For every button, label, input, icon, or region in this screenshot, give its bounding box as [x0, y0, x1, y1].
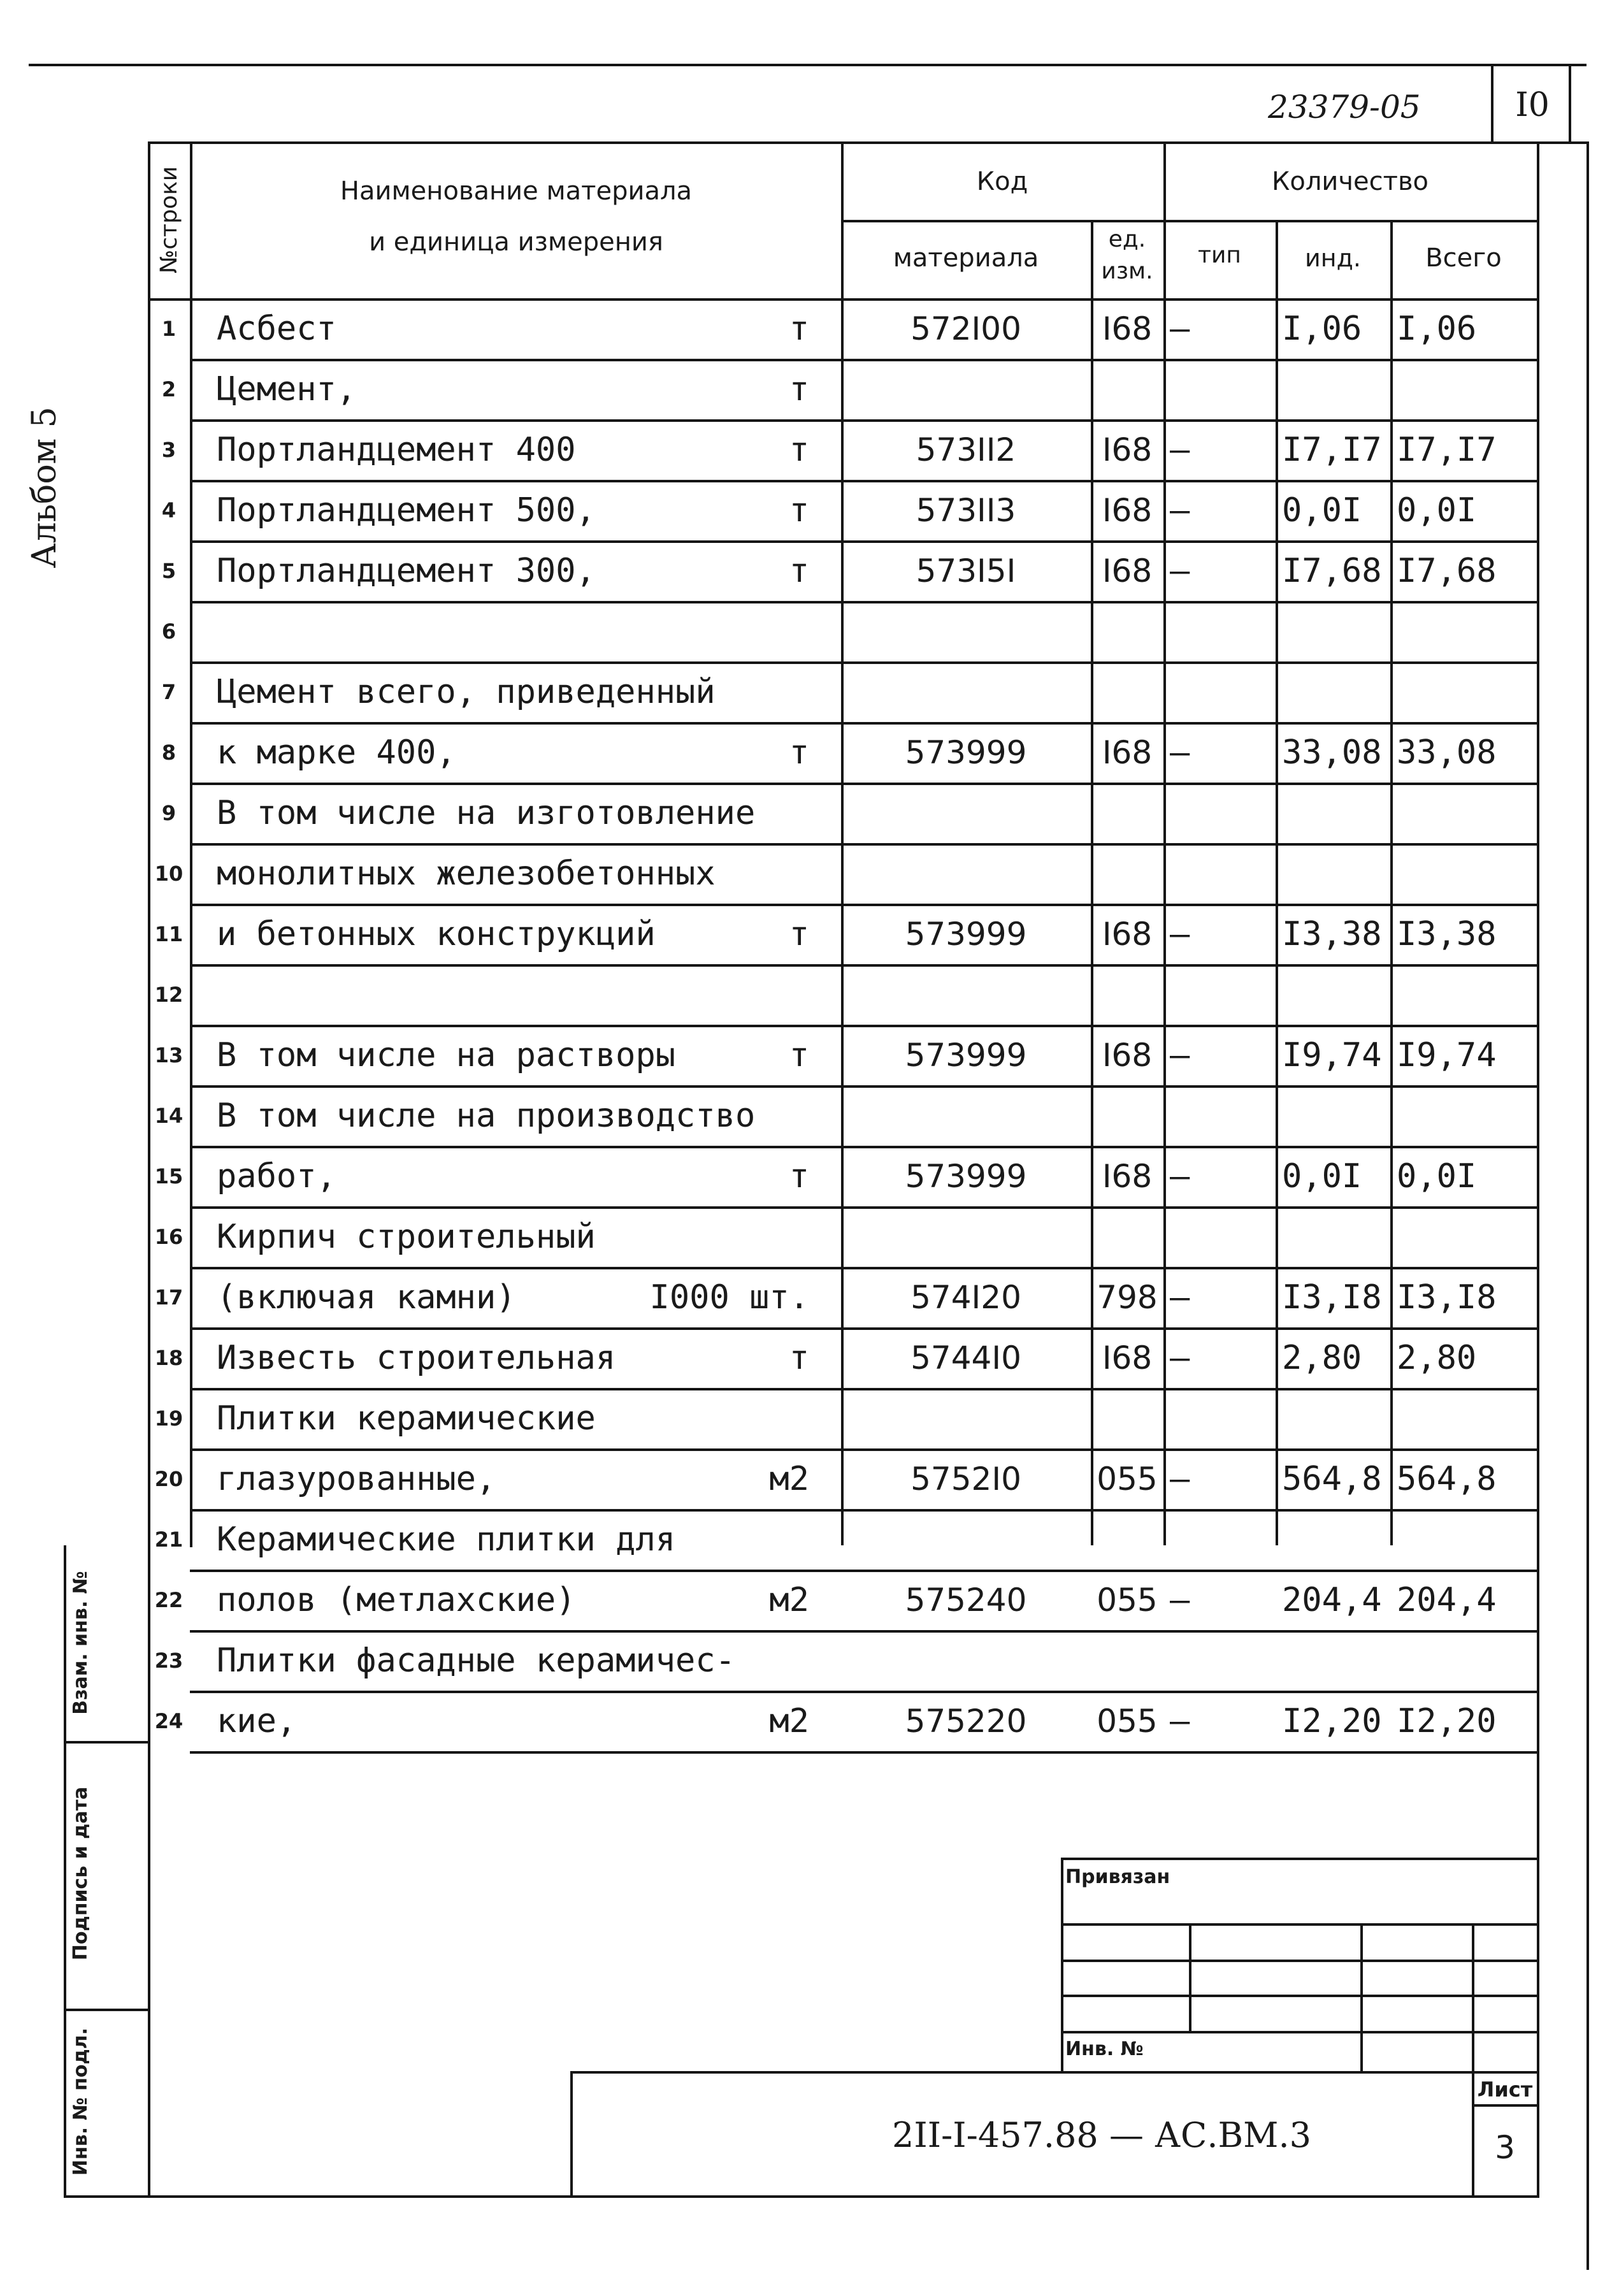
material-code: 575240: [905, 1581, 1027, 1619]
material-code: [841, 1206, 1091, 1267]
inv-no-label: Инв. №: [1065, 2037, 1144, 2060]
material-unit: [599, 783, 809, 843]
row-number: 12: [154, 982, 183, 1007]
material-code: [841, 1085, 1091, 1146]
unit-code: I68: [1102, 310, 1153, 347]
row-number: 11: [154, 921, 183, 946]
qty-ind: I9,74: [1282, 1036, 1382, 1074]
unit-code: I68: [1102, 1157, 1153, 1195]
material-unit: т: [789, 430, 809, 469]
material-name: (включая камни): [217, 1278, 516, 1317]
unit-code: 055: [1097, 1581, 1158, 1619]
doc-code: 23379-05: [1268, 89, 1421, 126]
qty-tip: –: [1170, 733, 1190, 772]
unit-code: [1091, 1206, 1163, 1267]
material-unit: т: [789, 914, 809, 953]
material-unit: [599, 661, 809, 722]
row-number: 1: [161, 316, 176, 341]
qty-total: I7,I7: [1397, 430, 1497, 469]
qty-ind: [1282, 359, 1390, 419]
row-number: 3: [161, 437, 176, 462]
row-number: 14: [154, 1103, 183, 1128]
qty-tip: [1170, 843, 1208, 904]
material-name: Плитки фасадные керамичес-: [217, 1641, 735, 1680]
material-name: Кирпич строительный: [217, 1217, 596, 1256]
material-name: Известь строительная: [217, 1338, 616, 1377]
qty-tip: –: [1170, 1278, 1190, 1317]
material-unit: т: [789, 1036, 809, 1074]
material-name: работ,: [217, 1157, 336, 1195]
material-unit: [599, 843, 809, 904]
unit-code: [1091, 1630, 1163, 1691]
qty-ind: 0,0I: [1282, 491, 1362, 530]
unit-code: [1091, 783, 1163, 843]
material-name: монолитных железобетонных: [217, 854, 716, 893]
col-header-name-1: Наименование материала: [340, 177, 693, 206]
qty-total: [1397, 661, 1530, 722]
qty-tip: –: [1170, 551, 1190, 590]
material-code: 573999: [905, 733, 1027, 771]
qty-total: [1397, 1388, 1530, 1448]
material-code: 5752I0: [910, 1460, 1021, 1498]
qty-ind: [1282, 783, 1390, 843]
material-code: 5744I0: [910, 1339, 1021, 1376]
qty-total: I9,74: [1397, 1036, 1497, 1074]
material-unit: [599, 601, 809, 661]
qty-tip: –: [1170, 1580, 1190, 1619]
unit-code: I68: [1102, 491, 1153, 529]
unit-code: [1091, 843, 1163, 904]
material-code: [841, 1630, 1091, 1691]
material-code: 573II3: [916, 491, 1016, 529]
qty-total: [1397, 1509, 1530, 1570]
row-number: 13: [154, 1043, 183, 1067]
material-unit: т: [789, 309, 809, 348]
qty-ind: [1282, 964, 1390, 1025]
qty-tip: –: [1170, 491, 1190, 530]
qty-tip: [1170, 964, 1208, 1025]
col-header-row-no: №строки: [155, 166, 182, 274]
material-name: Портландцемент 500,: [217, 491, 596, 530]
row-number: 5: [161, 558, 176, 583]
row-number: 16: [154, 1224, 183, 1249]
row-number: 10: [154, 861, 183, 886]
unit-code: I68: [1102, 733, 1153, 771]
unit-code: I68: [1102, 915, 1153, 953]
material-unit: т: [789, 370, 809, 408]
material-name: Портландцемент 300,: [217, 551, 596, 590]
col-header-unit-1: ед.: [1108, 226, 1146, 252]
material-unit: [599, 1206, 809, 1267]
qty-tip: [1170, 783, 1208, 843]
material-code: [841, 1509, 1091, 1570]
material-code: [841, 1388, 1091, 1448]
material-unit: [599, 1630, 809, 1691]
material-code: [841, 601, 1091, 661]
unit-code: [1091, 1085, 1163, 1146]
material-unit: м2: [769, 1580, 809, 1619]
col-header-total: Всего: [1425, 243, 1502, 273]
unit-code: 798: [1097, 1278, 1158, 1316]
qty-tip: [1170, 1388, 1208, 1448]
unit-code: [1091, 1509, 1163, 1570]
material-unit: [599, 1509, 809, 1570]
qty-total: I,06: [1397, 309, 1477, 348]
material-code: 573999: [905, 915, 1027, 953]
qty-total: 564,8: [1397, 1459, 1497, 1498]
row-number: 24: [154, 1708, 183, 1733]
qty-ind: I3,38: [1282, 914, 1382, 953]
qty-ind: I,06: [1282, 309, 1362, 348]
material-code: [841, 661, 1091, 722]
qty-ind: [1282, 601, 1390, 661]
row-number: 8: [161, 740, 176, 765]
qty-ind: 2,80: [1282, 1338, 1362, 1377]
row-number: 19: [154, 1406, 183, 1431]
material-unit: т: [789, 733, 809, 772]
row-number: 4: [161, 498, 176, 523]
material-name: Цемент,: [217, 370, 357, 408]
qty-ind: 564,8: [1282, 1459, 1382, 1498]
material-unit: т: [789, 491, 809, 530]
material-unit: I000 шт.: [649, 1278, 809, 1317]
qty-tip: –: [1170, 1459, 1190, 1498]
qty-tip: –: [1170, 1701, 1190, 1740]
col-header-quantity: Количество: [1271, 167, 1428, 196]
stamp-inv-podl: Инв. № подл.: [69, 2027, 92, 2176]
row-number: 23: [154, 1648, 183, 1673]
unit-code: [1091, 359, 1163, 419]
material-code: [841, 359, 1091, 419]
stamp-vzam-inv: Взам. инв. №: [69, 1571, 92, 1715]
qty-ind: [1282, 1509, 1390, 1570]
material-name: Асбест: [217, 309, 336, 348]
privyazan-label: Привязан: [1065, 1865, 1170, 1888]
unit-code: 055: [1097, 1460, 1158, 1498]
qty-total: I2,20: [1397, 1701, 1497, 1740]
stamp-podpis-data: Подпись и дата: [69, 1786, 92, 1961]
qty-total: I3,38: [1397, 914, 1497, 953]
unit-code: I68: [1102, 552, 1153, 589]
qty-ind: I3,I8: [1282, 1278, 1382, 1317]
unit-code: [1091, 964, 1163, 1025]
qty-tip: –: [1170, 1338, 1190, 1377]
qty-ind: I7,I7: [1282, 430, 1382, 469]
col-header-material: материала: [893, 243, 1039, 273]
material-code: 574I20: [910, 1278, 1021, 1316]
qty-tip: –: [1170, 309, 1190, 348]
material-code: 575220: [905, 1702, 1027, 1740]
qty-ind: 204,4: [1282, 1580, 1382, 1619]
material-code: 572I00: [910, 310, 1021, 347]
material-name: Портландцемент 400: [217, 430, 576, 469]
qty-total: [1397, 1630, 1530, 1691]
row-number: 9: [161, 800, 176, 825]
sheet-number: 3: [1495, 2129, 1515, 2166]
col-header-ind: инд.: [1305, 244, 1361, 272]
qty-ind: 33,08: [1282, 733, 1382, 772]
material-name: кие,: [217, 1701, 297, 1740]
unit-code: I68: [1102, 1036, 1153, 1074]
qty-tip: [1170, 1085, 1208, 1146]
material-unit: [599, 1085, 809, 1146]
row-number: 6: [161, 619, 176, 644]
qty-ind: I7,68: [1282, 551, 1382, 590]
qty-tip: –: [1170, 914, 1190, 953]
qty-tip: [1170, 1206, 1208, 1267]
unit-code: [1091, 601, 1163, 661]
qty-tip: –: [1170, 1157, 1190, 1195]
qty-tip: [1170, 1630, 1208, 1691]
album-label: Альбом 5: [25, 407, 64, 568]
material-name: В том числе на изготовление: [217, 793, 756, 832]
material-name: к марке 400,: [217, 733, 456, 772]
col-header-code: Код: [976, 167, 1028, 196]
material-name: Керамические плитки для: [217, 1520, 676, 1559]
row-number: 21: [154, 1527, 183, 1552]
unit-code: [1091, 1388, 1163, 1448]
material-code: 573999: [905, 1036, 1027, 1074]
qty-total: 2,80: [1397, 1338, 1477, 1377]
row-number: 2: [161, 377, 176, 401]
material-unit: [599, 964, 809, 1025]
qty-total: [1397, 601, 1530, 661]
qty-tip: –: [1170, 1036, 1190, 1074]
row-number: 7: [161, 679, 176, 704]
qty-ind: [1282, 1206, 1390, 1267]
unit-code: I68: [1102, 431, 1153, 468]
qty-ind: [1282, 1388, 1390, 1448]
row-number: 18: [154, 1345, 183, 1370]
material-code: [841, 843, 1091, 904]
qty-total: 204,4: [1397, 1580, 1497, 1619]
qty-ind: [1282, 661, 1390, 722]
material-name: полов (метлахские): [217, 1580, 576, 1619]
designation: 2II-I-457.88 — АС.ВМ.3: [892, 2114, 1311, 2155]
material-name: глазурованные,: [217, 1459, 496, 1498]
material-unit: м2: [769, 1459, 809, 1498]
qty-total: I7,68: [1397, 551, 1497, 590]
unit-code: I68: [1102, 1339, 1153, 1376]
material-unit: т: [789, 551, 809, 590]
sheet-label: Лист: [1477, 2077, 1533, 2102]
material-name: и бетонных конструкций: [217, 914, 656, 953]
qty-total: [1397, 843, 1530, 904]
row-number: 15: [154, 1164, 183, 1188]
material-code: 573999: [905, 1157, 1027, 1195]
qty-total: 0,0I: [1397, 491, 1477, 530]
material-unit: т: [789, 1338, 809, 1377]
material-code: [841, 783, 1091, 843]
qty-tip: –: [1170, 430, 1190, 469]
col-header-name-2: и единица измерения: [369, 227, 663, 257]
qty-ind: I2,20: [1282, 1701, 1382, 1740]
material-unit: т: [789, 1157, 809, 1195]
material-name: Цемент всего, приведенный: [217, 672, 716, 711]
qty-ind: [1282, 1085, 1390, 1146]
material-unit: [599, 1388, 809, 1448]
qty-total: [1397, 783, 1530, 843]
material-name: В том числе на растворы: [217, 1036, 676, 1074]
unit-code: [1091, 661, 1163, 722]
col-header-unit-2: изм.: [1101, 257, 1153, 284]
qty-tip: [1170, 359, 1208, 419]
unit-code: 055: [1097, 1702, 1158, 1740]
qty-ind: 0,0I: [1282, 1157, 1362, 1195]
qty-total: [1397, 1206, 1530, 1267]
qty-tip: [1170, 1509, 1208, 1570]
material-name: В том числе на производство: [217, 1096, 756, 1135]
qty-ind: [1282, 1630, 1390, 1691]
qty-total: 33,08: [1397, 733, 1497, 772]
qty-total: I3,I8: [1397, 1278, 1497, 1317]
material-code: 573II2: [916, 431, 1016, 468]
material-code: 573I5I: [916, 552, 1016, 589]
material-name: Плитки керамические: [217, 1399, 596, 1438]
qty-tip: [1170, 661, 1208, 722]
qty-total: [1397, 359, 1530, 419]
row-number: 22: [154, 1587, 183, 1612]
page-number: I0: [1515, 86, 1550, 124]
qty-total: [1397, 1085, 1530, 1146]
qty-total: [1397, 964, 1530, 1025]
row-number: 20: [154, 1466, 183, 1491]
qty-total: 0,0I: [1397, 1157, 1477, 1195]
qty-tip: [1170, 601, 1208, 661]
material-unit: м2: [769, 1701, 809, 1740]
qty-ind: [1282, 843, 1390, 904]
material-code: [841, 964, 1091, 1025]
row-number: 17: [154, 1285, 183, 1310]
col-header-tip: тип: [1198, 242, 1241, 268]
